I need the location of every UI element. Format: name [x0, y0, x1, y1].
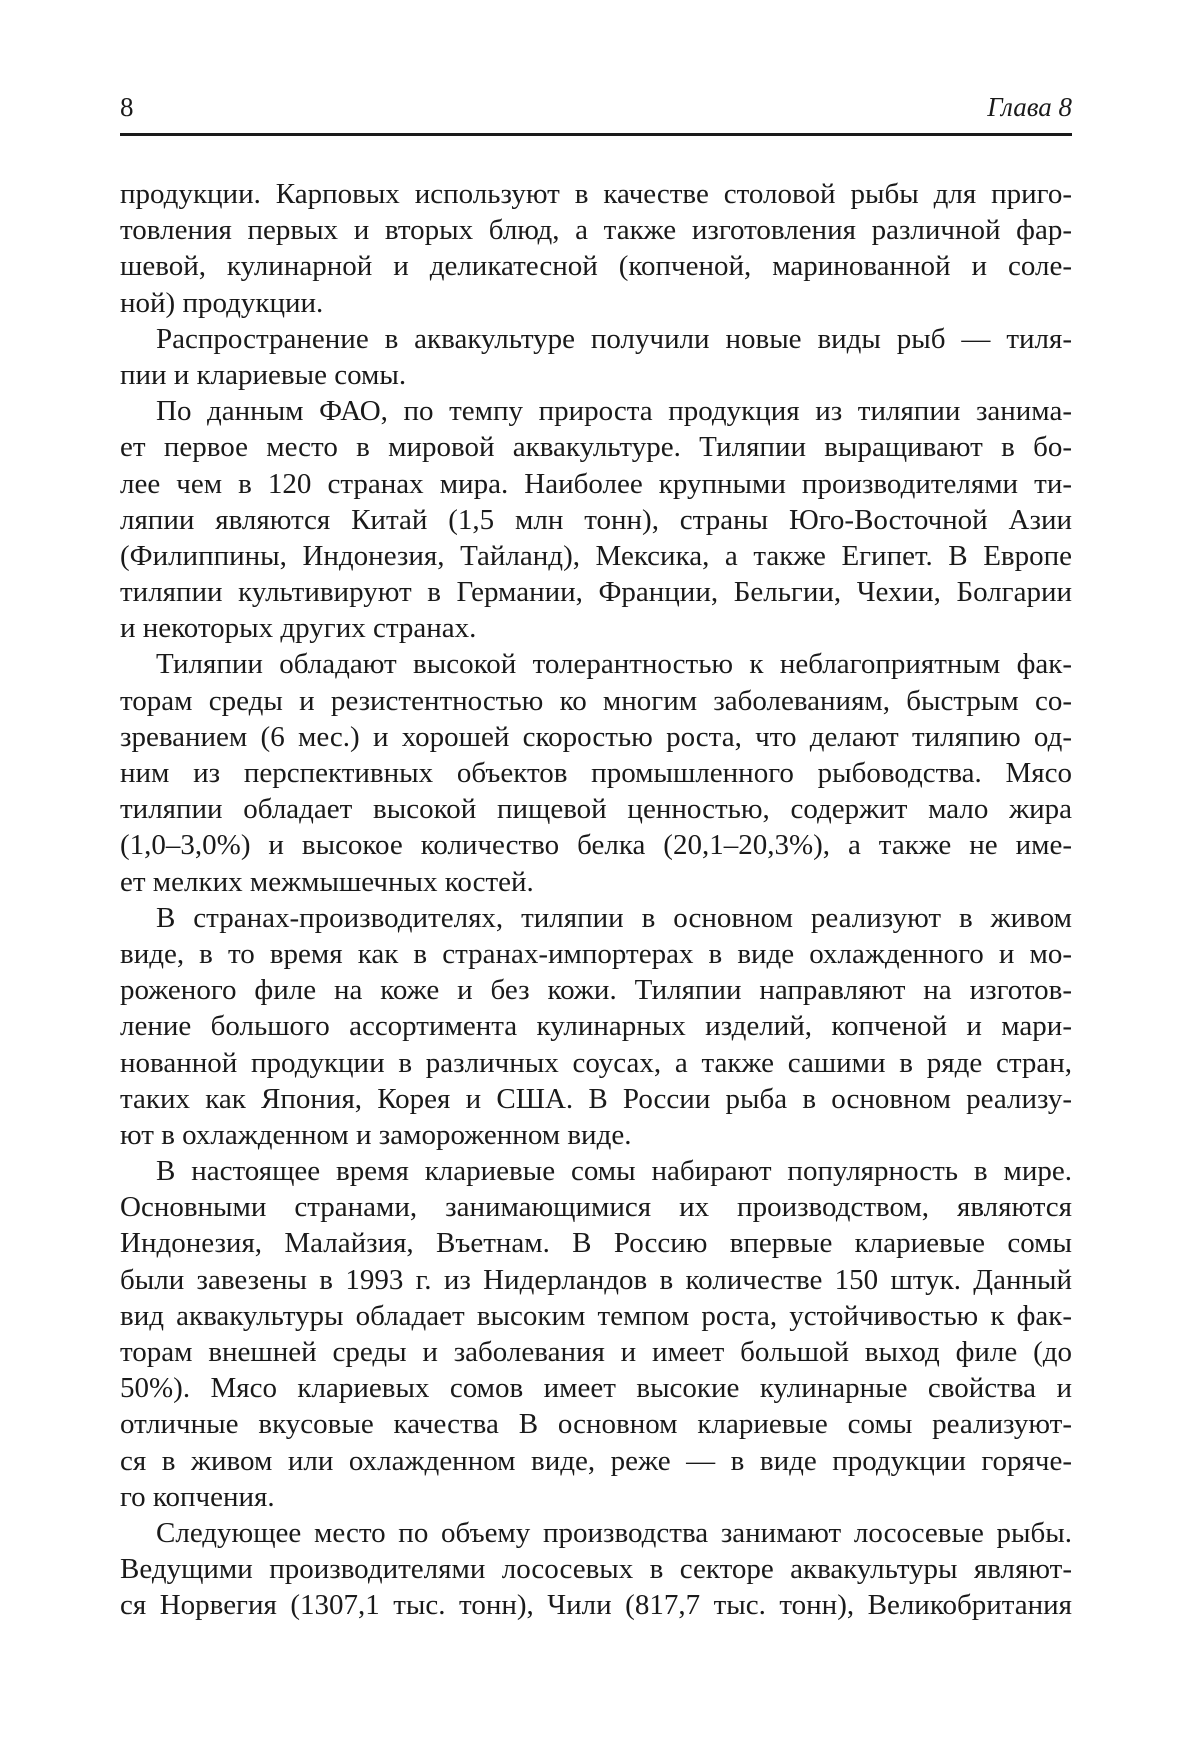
text-line: Следующее место по объему производства занимают лососевые рыбы.	[156, 1516, 1072, 1549]
text-line: ся в живом или охлажденном виде, реже — в виде продукции горяче-	[120, 1444, 1072, 1477]
running-head	[120, 92, 1072, 128]
text-line: и некоторых других странах.	[120, 612, 477, 645]
text-line: ление большого ассортимента кулинарных изделий, копченой и мари-	[120, 1010, 1072, 1043]
text-line: По данным ФАО, по темпу прироста продукция из тиляпии занима-	[156, 395, 1072, 428]
text-line: (Филиппины, Индонезия, Тайланд), Мексика, а также Египет. В Европе	[120, 539, 1072, 572]
text-line: Тиляпии обладают высокой толерантностью к неблагоприятным фак-	[156, 648, 1072, 681]
paragraph	[120, 321, 1072, 393]
text-line: вид аквакультуры обладает высоким темпом роста, устойчивостью к фак-	[120, 1299, 1072, 1332]
body-text	[120, 176, 1072, 1624]
text-line: Индонезия, Малайзия, Въетнам. В Россию впервые клариевые сомы	[120, 1227, 1072, 1260]
paragraph	[120, 900, 1072, 1153]
paragraph	[120, 1515, 1072, 1624]
text-line: ют в охлажденном и замороженном виде.	[120, 1118, 632, 1151]
text-line: Основными странами, занимающимися их производством, являются	[120, 1191, 1072, 1224]
text-line: го копчения.	[120, 1480, 275, 1513]
paragraph	[120, 1153, 1072, 1515]
text-line: тиляпии культивируют в Германии, Франции, Бельгии, Чехии, Болгарии	[120, 576, 1072, 609]
text-line: ет первое место в мировой аквакультуре. Тиляпии выращивают в бо-	[120, 431, 1072, 464]
paragraph	[120, 646, 1072, 899]
text-line: Распространение в аквакультуре получили новые виды рыб — тиля-	[156, 322, 1072, 355]
text-line: 50%). Мясо клариевых сомов имеет высокие кулинарные свойства и	[120, 1372, 1072, 1405]
text-line: ной) продукции.	[120, 286, 324, 319]
text-line: ся Норвегия (1307,1 тыс. тонн), Чили (817,7 тыс. тонн), Великобритания	[120, 1589, 1072, 1622]
text-line: торам внешней среды и заболевания и имеет большой выход филе (до	[120, 1336, 1072, 1368]
text-line: продукции. Карповых используют в качестве столовой рыбы для приго-	[120, 178, 1072, 210]
page-number: 8	[120, 92, 134, 122]
text-line: виде, в то время как в странах-импортерах в виде охлажденного и мо-	[120, 937, 1072, 970]
text-line: ляпии являются Китай (1,5 млн тонн), страны Юго-Восточной Азии	[120, 503, 1072, 536]
text-line: нованной продукции в различных соусах, а также сашими в ряде стран,	[120, 1046, 1072, 1079]
text-line: роженого филе на коже и без кожи. Тиляпии направляют на изготов-	[120, 974, 1072, 1007]
text-line: В настоящее время клариевые сомы набирают популярность в мире.	[156, 1155, 1072, 1188]
text-line: лее чем в 120 странах мира. Наиболее крупными производителями ти-	[120, 467, 1072, 500]
text-line: шевой, кулинарной и деликатесной (копченой, маринованной и соле-	[120, 250, 1072, 283]
text-line: ним из перспективных объектов промышленного рыбоводства. Мясо	[120, 757, 1072, 789]
text-line: тиляпии обладает высокой пищевой ценностью, содержит мало жира	[120, 793, 1072, 826]
paragraph	[120, 393, 1072, 646]
text-line: были завезены в 1993 г. из Нидерландов в количестве 150 штук. Данный	[120, 1263, 1072, 1296]
text-line: Ведущими производителями лососевых в секторе аквакультуры являют-	[120, 1553, 1072, 1586]
text-line: отличные вкусовые качества В основном клариевые сомы реализуют-	[120, 1408, 1072, 1441]
text-line: торам среды и резистентностью ко многим заболеваниям, быстрым со-	[120, 684, 1072, 717]
text-line: товления первых и вторых блюд, а также изготовления различной фар-	[120, 214, 1072, 247]
paragraph	[120, 176, 1072, 321]
text-line: В странах-производителях, тиляпии в основном реализуют в живом	[156, 901, 1072, 934]
chapter-title: Глава 8	[987, 92, 1072, 122]
text-line: зреванием (6 мес.) и хорошей скоростью роста, что делают тиляпию од-	[120, 720, 1072, 753]
text-line: пии и клариевые сомы.	[120, 358, 407, 391]
text-line: таких как Япония, Корея и США. В России рыба в основном реализу-	[120, 1082, 1072, 1115]
header-rule	[120, 133, 1072, 136]
text-line: ет мелких межмышечных костей.	[120, 865, 534, 898]
text-line: (1,0–3,0%) и высокое количество белка (20,1–20,3%), а также не име-	[120, 829, 1072, 862]
